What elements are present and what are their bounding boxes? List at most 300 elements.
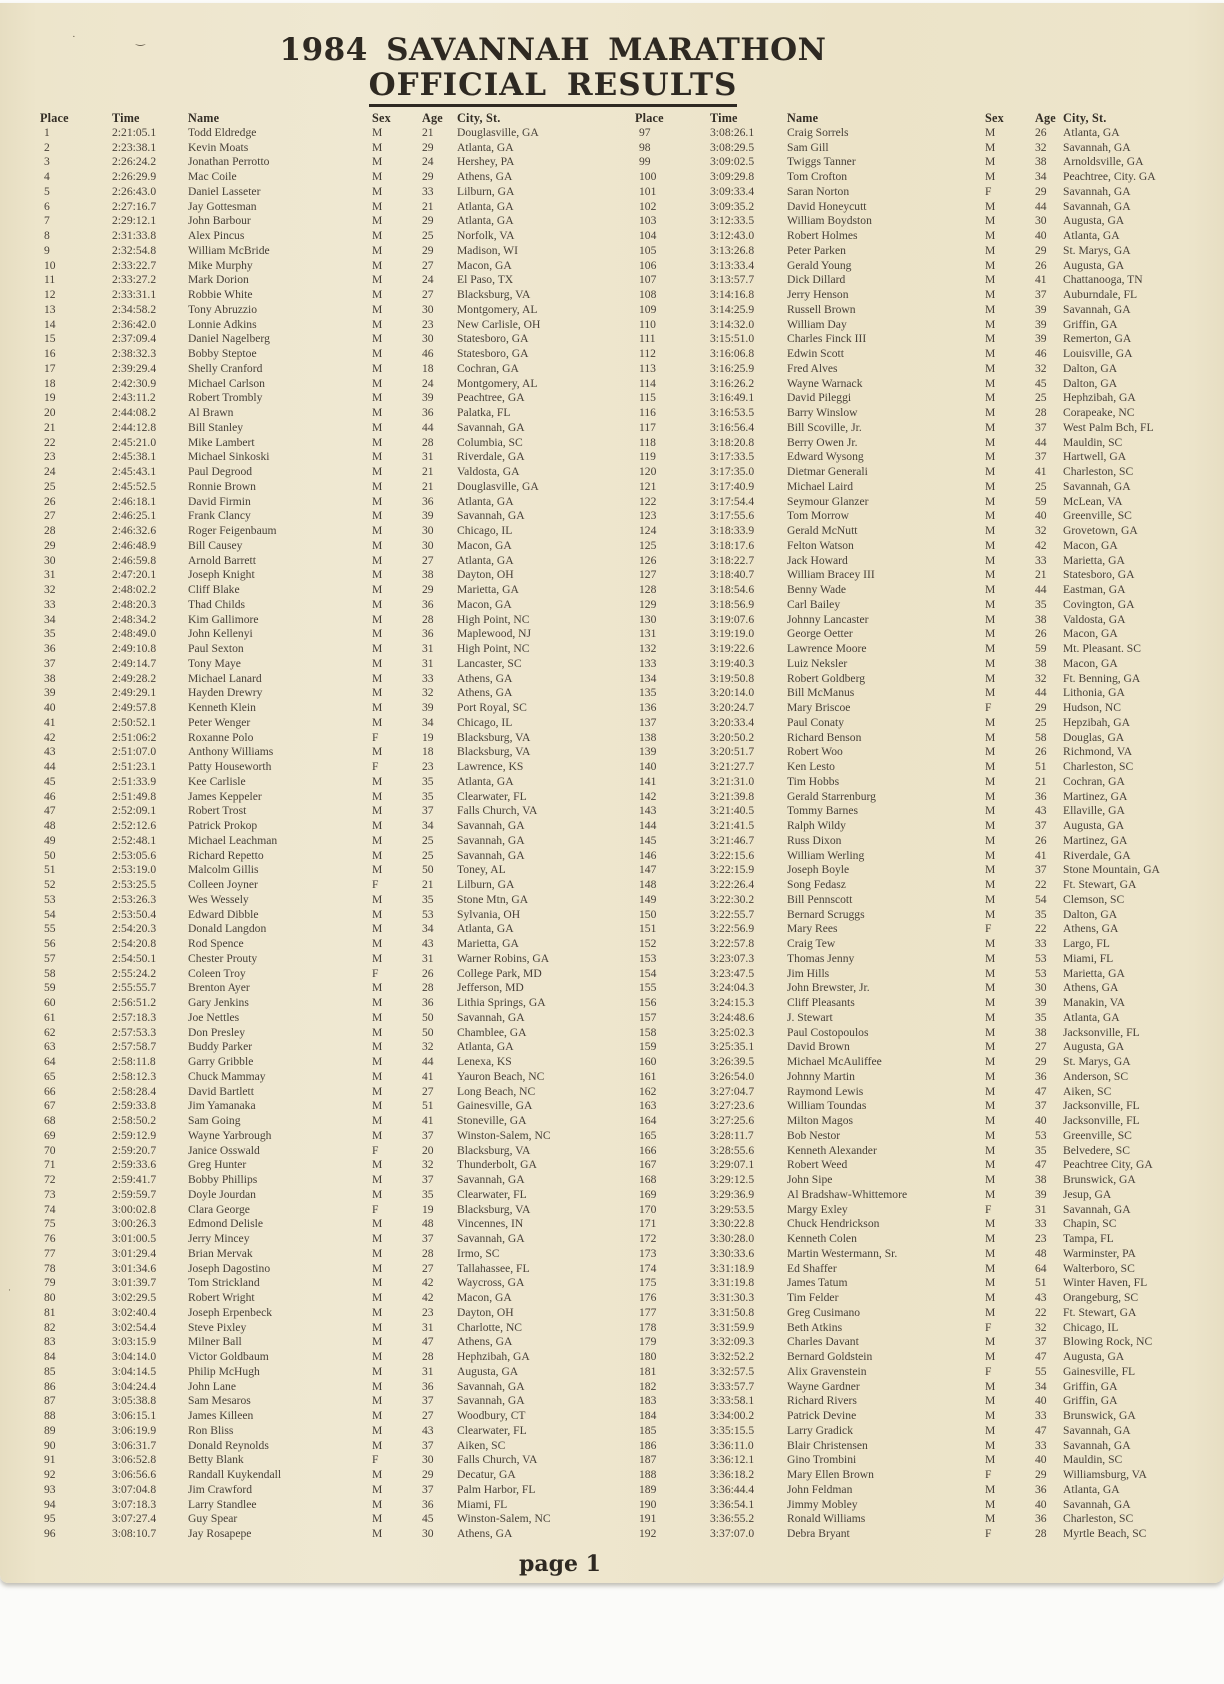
sex-cell: M — [985, 656, 996, 670]
name-cell: Jerry Henson — [787, 288, 849, 301]
time-cell: 2:33:22.7 — [112, 258, 157, 272]
place-cell: 47 — [44, 804, 56, 818]
place-cell: 174 — [639, 1261, 657, 1275]
name-cell: Kevin Moats — [188, 140, 249, 154]
name-cell: Robert Weed — [787, 1158, 848, 1172]
name-cell: Wayne Warnack — [787, 376, 863, 390]
name-cell: Blair Christensen — [787, 1438, 868, 1452]
age-cell: 37 — [1035, 1099, 1047, 1113]
name-cell: Larry Standlee — [188, 1497, 257, 1511]
city-cell: Atlanta, GA — [457, 922, 514, 936]
place-cell: 96 — [44, 1527, 56, 1540]
age-cell: 44 — [422, 420, 434, 434]
place-cell: 179 — [639, 1335, 657, 1349]
place-cell: 190 — [639, 1497, 657, 1511]
age-cell: 59 — [1035, 494, 1047, 508]
time-cell: 3:31:59.9 — [710, 1320, 755, 1334]
name-cell: Cliff Pleasants — [787, 996, 855, 1009]
age-cell: 37 — [1035, 288, 1047, 301]
sex-cell: M — [372, 1512, 383, 1526]
age-cell: 25 — [1035, 479, 1047, 493]
result-row — [40, 1394, 560, 1409]
time-cell: 2:45:21.0 — [112, 435, 157, 449]
sex-cell: M — [372, 863, 383, 877]
time-cell: 3:09:29.8 — [710, 170, 755, 183]
age-cell: 30 — [1035, 214, 1047, 228]
sex-cell: M — [372, 347, 383, 360]
city-cell: Eastman, GA — [1063, 583, 1126, 596]
place-cell: 148 — [639, 878, 657, 891]
sex-cell: M — [372, 1497, 383, 1511]
column-header: Time — [112, 111, 140, 125]
sex-cell: M — [985, 465, 996, 478]
result-row — [40, 1085, 560, 1100]
place-cell: 113 — [639, 361, 656, 375]
place-cell: 20 — [44, 406, 56, 419]
name-cell: William Day — [787, 317, 847, 331]
city-cell: Savannah, GA — [457, 1379, 525, 1393]
time-cell: 2:26:29.9 — [112, 170, 157, 183]
age-cell: 35 — [1035, 1010, 1047, 1024]
result-row — [635, 849, 1191, 864]
sex-cell: M — [985, 1114, 996, 1127]
sex-cell: F — [372, 1453, 379, 1467]
city-cell: Jacksonville, FL — [1063, 1114, 1140, 1127]
place-cell: 127 — [639, 568, 657, 582]
sex-cell: M — [985, 1158, 996, 1172]
result-row — [40, 1158, 560, 1173]
sex-cell: M — [985, 1350, 996, 1363]
time-cell: 3:29:12.5 — [710, 1173, 755, 1186]
place-cell: 18 — [44, 376, 56, 390]
time-cell: 2:44:12.8 — [112, 420, 157, 434]
city-cell: Ellaville, GA — [1063, 804, 1125, 818]
sex-cell: M — [985, 715, 996, 729]
place-cell: 182 — [639, 1379, 657, 1393]
result-row — [635, 155, 1191, 170]
name-cell: Peter Parken — [787, 243, 846, 257]
result-row — [635, 1276, 1191, 1291]
city-cell: El Paso, TX — [457, 273, 514, 287]
city-cell: Falls Church, VA — [457, 804, 538, 818]
name-cell: Joe Nettles — [188, 1010, 240, 1024]
sex-cell: M — [985, 125, 996, 139]
result-row — [40, 760, 560, 775]
age-cell: 38 — [1035, 155, 1047, 169]
results-table-right — [635, 111, 1191, 1542]
result-row — [40, 273, 560, 288]
name-cell: Philip McHugh — [188, 1364, 260, 1378]
sex-cell: M — [985, 273, 996, 287]
place-cell: 42 — [44, 730, 56, 744]
city-cell: Jacksonville, FL — [1063, 1025, 1140, 1039]
result-row — [40, 554, 560, 569]
result-row — [635, 1527, 1191, 1542]
result-row — [635, 731, 1191, 746]
city-cell: Jacksonville, FL — [1063, 1099, 1140, 1113]
city-cell: Blacksburg, VA — [457, 745, 531, 759]
sex-cell: M — [372, 214, 383, 228]
place-cell: 114 — [639, 376, 656, 390]
time-cell: 2:53:50.4 — [112, 907, 157, 921]
result-row — [40, 790, 560, 805]
name-cell: Victor Goldbaum — [188, 1350, 269, 1363]
name-cell: Paul Degrood — [188, 465, 253, 478]
place-cell: 86 — [44, 1379, 56, 1393]
age-cell: 44 — [1035, 583, 1047, 596]
place-cell: 72 — [44, 1173, 56, 1186]
sex-cell: M — [372, 1246, 383, 1260]
result-row — [635, 937, 1191, 952]
time-cell: 2:43:11.2 — [112, 391, 156, 405]
sex-cell: M — [372, 937, 383, 950]
city-cell: Atlanta, GA — [457, 1040, 514, 1054]
place-cell: 49 — [44, 833, 56, 847]
result-row — [635, 273, 1191, 288]
city-cell: Tampa, FL — [1063, 1232, 1114, 1245]
time-cell: 3:19:40.3 — [710, 656, 755, 670]
time-cell: 3:23:07.3 — [710, 951, 755, 965]
sex-cell: M — [985, 1128, 996, 1142]
place-cell: 121 — [639, 479, 657, 493]
sex-cell: M — [985, 730, 996, 744]
sex-cell: M — [372, 125, 383, 139]
sex-cell: M — [372, 170, 383, 183]
place-cell: 73 — [44, 1187, 56, 1201]
time-cell: 2:34:58.2 — [112, 302, 157, 316]
sex-cell: M — [985, 1040, 996, 1054]
age-cell: 32 — [422, 1158, 434, 1172]
age-cell: 29 — [1035, 243, 1047, 257]
city-cell: Irmo, SC — [457, 1246, 500, 1260]
name-cell: Al Brawn — [188, 406, 234, 419]
time-cell: 3:30:28.0 — [710, 1232, 755, 1245]
sex-cell: M — [372, 789, 383, 803]
city-cell: Augusta, GA — [1063, 819, 1125, 832]
name-cell: Michael McAuliffee — [787, 1055, 882, 1068]
time-cell: 3:32:52.2 — [710, 1350, 755, 1363]
name-cell: Gerald Young — [787, 258, 852, 272]
name-cell: Bobby Steptoe — [188, 347, 257, 360]
sex-cell: M — [372, 1025, 383, 1039]
sex-cell: M — [372, 745, 383, 759]
time-cell: 3:30:22.8 — [710, 1217, 755, 1231]
sex-cell: M — [985, 1084, 996, 1098]
city-cell: Ft. Stewart, GA — [1063, 1305, 1137, 1319]
time-cell: 2:45:43.1 — [112, 465, 157, 478]
age-cell: 43 — [1035, 804, 1047, 818]
sex-cell: M — [372, 907, 383, 921]
place-cell: 168 — [639, 1173, 657, 1186]
age-cell: 48 — [1035, 1246, 1047, 1260]
result-row — [635, 760, 1191, 775]
result-row — [635, 377, 1191, 392]
result-row — [40, 952, 560, 967]
title-line-1: 1984 SAVANNAH MARATHON — [279, 32, 827, 68]
city-cell: Macon, GA — [457, 258, 512, 272]
name-cell: William Boydston — [787, 214, 872, 228]
age-cell: 40 — [1035, 1453, 1047, 1467]
city-cell: Clearwater, FL — [457, 1187, 527, 1201]
place-cell: 167 — [639, 1158, 657, 1172]
age-cell: 24 — [422, 155, 434, 169]
city-cell: Miami, FL — [1063, 951, 1114, 965]
sex-cell: F — [985, 1320, 992, 1334]
time-cell: 2:51:33.9 — [112, 774, 157, 788]
sex-cell: M — [372, 848, 383, 862]
time-cell: 2:52:48.1 — [112, 833, 157, 847]
sex-cell: M — [372, 288, 383, 301]
age-cell: 19 — [422, 730, 434, 744]
sex-cell: M — [372, 1232, 383, 1245]
result-row — [635, 1173, 1191, 1188]
time-cell: 3:13:26.8 — [710, 243, 755, 257]
result-row — [40, 819, 560, 834]
name-cell: Milner Ball — [188, 1335, 242, 1349]
result-row — [635, 347, 1191, 362]
time-cell: 2:49:29.1 — [112, 686, 157, 700]
time-cell: 3:01:29.4 — [112, 1246, 157, 1260]
result-row — [635, 539, 1191, 554]
result-row — [635, 686, 1191, 701]
time-cell: 3:25:02.3 — [710, 1025, 755, 1039]
result-row — [40, 598, 560, 613]
place-cell: 149 — [639, 892, 657, 906]
place-cell: 93 — [44, 1482, 56, 1496]
age-cell: 36 — [422, 1379, 434, 1393]
title-line-2: OFFICIAL RESULTS — [369, 67, 738, 107]
name-cell: William Toundas — [787, 1099, 867, 1113]
name-cell: Joseph Boyle — [787, 863, 850, 877]
result-row — [635, 185, 1191, 200]
sex-cell: M — [372, 258, 383, 272]
place-cell: 5 — [44, 184, 50, 198]
sex-cell: M — [985, 627, 996, 641]
place-cell: 87 — [44, 1394, 56, 1408]
place-cell: 169 — [639, 1187, 657, 1201]
place-cell: 163 — [639, 1099, 657, 1113]
time-cell: 3:05:38.8 — [112, 1394, 157, 1408]
time-cell: 3:07:18.3 — [112, 1497, 157, 1511]
name-cell: Saran Norton — [787, 184, 850, 198]
city-cell: Sylvania, OH — [457, 907, 521, 921]
result-row — [635, 1439, 1191, 1454]
result-row — [40, 377, 560, 392]
sex-cell: M — [372, 199, 383, 213]
name-cell: Lonnie Adkins — [188, 317, 257, 331]
time-cell: 2:54:20.3 — [112, 922, 157, 936]
city-cell: Martinez, GA — [1063, 789, 1128, 803]
city-cell: Dalton, GA — [1063, 907, 1118, 921]
name-cell: John Brewster, Jr. — [787, 981, 870, 995]
time-cell: 3:17:55.6 — [710, 509, 755, 523]
name-cell: Charles Davant — [787, 1335, 859, 1349]
city-cell: Athens, GA — [457, 170, 513, 183]
place-cell: 108 — [639, 288, 657, 301]
age-cell: 38 — [1035, 612, 1047, 626]
name-cell: Russell Brown — [787, 302, 856, 316]
name-cell: Richard Repetto — [188, 848, 264, 862]
time-cell: 2:45:38.1 — [112, 450, 157, 464]
name-cell: David Brown — [787, 1040, 850, 1054]
sex-cell: M — [985, 302, 996, 316]
city-cell: Statesboro, GA — [1063, 568, 1135, 582]
header-row — [40, 111, 560, 126]
result-row — [635, 465, 1191, 480]
age-cell: 37 — [1035, 1335, 1047, 1349]
result-row — [635, 170, 1191, 185]
sex-cell: M — [372, 951, 383, 965]
age-cell: 42 — [1035, 538, 1047, 552]
age-cell: 47 — [1035, 1350, 1047, 1363]
time-cell: 3:21:46.7 — [710, 833, 755, 847]
name-cell: Edward Dibble — [188, 907, 259, 921]
name-cell: Margy Exley — [787, 1202, 848, 1216]
sex-cell: M — [372, 1527, 383, 1540]
city-cell: Atlanta, GA — [1063, 1010, 1120, 1024]
result-row — [635, 952, 1191, 967]
result-row — [40, 214, 560, 229]
city-cell: Douglasville, GA — [457, 479, 539, 493]
sex-cell: M — [985, 140, 996, 154]
age-cell: 37 — [422, 804, 434, 818]
time-cell: 3:01:34.6 — [112, 1261, 157, 1275]
result-row — [635, 421, 1191, 436]
name-cell: Tom Strickland — [188, 1276, 260, 1290]
time-cell: 3:18:33.9 — [710, 524, 755, 537]
result-row — [635, 391, 1191, 406]
place-cell: 44 — [44, 760, 56, 773]
age-cell: 35 — [1035, 907, 1047, 921]
city-cell: Vincennes, IN — [457, 1217, 524, 1231]
result-row — [635, 1040, 1191, 1055]
time-cell: 2:53:05.6 — [112, 848, 157, 862]
city-cell: Blacksburg, VA — [457, 730, 531, 744]
place-cell: 17 — [44, 361, 56, 375]
city-cell: Savannah, GA — [457, 1010, 525, 1024]
city-cell: Cochran, GA — [1063, 774, 1125, 788]
sex-cell: M — [985, 1069, 996, 1083]
time-cell: 2:55:55.7 — [112, 981, 157, 995]
sex-cell: M — [372, 1173, 383, 1186]
result-row — [635, 1232, 1191, 1247]
time-cell: 2:52:12.6 — [112, 819, 157, 832]
name-cell: Joseph Knight — [188, 568, 255, 582]
age-cell: 43 — [422, 1423, 434, 1437]
name-cell: James Keppeler — [188, 789, 262, 803]
city-cell: Peachtree, GA — [457, 391, 525, 405]
time-cell: 3:07:27.4 — [112, 1512, 157, 1526]
city-cell: Anderson, SC — [1063, 1069, 1129, 1083]
time-cell: 3:28:11.7 — [710, 1128, 754, 1142]
time-cell: 2:55:24.2 — [112, 966, 157, 980]
place-cell: 130 — [639, 612, 657, 626]
city-cell: Gainesville, GA — [457, 1099, 533, 1113]
sex-cell: M — [985, 1246, 996, 1260]
age-cell: 39 — [1035, 302, 1047, 316]
sex-cell: M — [372, 774, 383, 788]
time-cell: 2:26:43.0 — [112, 184, 157, 198]
age-cell: 54 — [1035, 892, 1047, 906]
time-cell: 3:27:25.6 — [710, 1114, 755, 1127]
result-row — [40, 1262, 560, 1277]
name-cell: Joseph Erpenbeck — [188, 1305, 273, 1319]
column-header: Age — [1035, 111, 1056, 125]
result-row — [40, 141, 560, 156]
time-cell: 3:22:15.6 — [710, 848, 755, 862]
city-cell: St. Marys, GA — [1063, 1055, 1131, 1068]
sex-cell: M — [985, 479, 996, 493]
age-cell: 53 — [422, 907, 434, 921]
age-cell: 38 — [1035, 1173, 1047, 1186]
time-cell: 2:54:50.1 — [112, 951, 157, 965]
result-row — [40, 1026, 560, 1041]
name-cell: John Lane — [188, 1379, 236, 1393]
age-cell: 32 — [1035, 671, 1047, 685]
place-cell: 154 — [639, 966, 657, 980]
city-cell: Lenexa, KS — [457, 1055, 512, 1068]
time-cell: 2:29:12.1 — [112, 214, 157, 228]
name-cell: Bill Stanley — [188, 420, 244, 434]
age-cell: 22 — [1035, 878, 1047, 891]
result-row — [40, 775, 560, 790]
age-cell: 35 — [422, 1187, 434, 1201]
age-cell: 36 — [1035, 1069, 1047, 1083]
place-cell: 26 — [44, 494, 56, 508]
place-cell: 68 — [44, 1114, 56, 1127]
time-cell: 3:14:25.9 — [710, 302, 755, 316]
city-cell: Ft. Benning, GA — [1063, 671, 1141, 685]
city-cell: Macon, GA — [1063, 538, 1118, 552]
place-cell: 122 — [639, 494, 657, 508]
age-cell: 34 — [422, 922, 434, 936]
place-cell: 146 — [639, 848, 657, 862]
place-cell: 120 — [639, 465, 657, 478]
time-cell: 3:18:20.8 — [710, 435, 755, 449]
name-cell: Kenneth Klein — [188, 701, 256, 714]
sex-cell: M — [372, 1084, 383, 1098]
city-cell: Statesboro, GA — [457, 347, 529, 360]
time-cell: 2:49:57.8 — [112, 701, 157, 714]
city-cell: Mauldin, SC — [1063, 435, 1123, 449]
city-cell: Atlanta, GA — [1063, 125, 1120, 139]
result-row — [635, 1394, 1191, 1409]
age-cell: 30 — [422, 332, 434, 346]
place-cell: 62 — [44, 1025, 56, 1039]
age-cell: 23 — [422, 1305, 434, 1319]
time-cell: 3:20:24.7 — [710, 701, 755, 714]
sex-cell: F — [985, 922, 992, 936]
result-row — [635, 672, 1191, 687]
result-row — [635, 450, 1191, 465]
time-cell: 3:19:19.0 — [710, 627, 755, 641]
city-cell: Maplewood, NJ — [457, 627, 532, 641]
age-cell: 47 — [1035, 1423, 1047, 1437]
sex-cell: M — [985, 1099, 996, 1113]
place-cell: 94 — [44, 1497, 56, 1511]
time-cell: 2:45:52.5 — [112, 479, 157, 493]
name-cell: Jonathan Perrotto — [188, 155, 270, 169]
result-row — [40, 347, 560, 362]
place-cell: 88 — [44, 1409, 56, 1422]
name-cell: Donald Reynolds — [188, 1438, 269, 1452]
city-cell: Athens, GA — [457, 671, 513, 685]
place-cell: 123 — [639, 509, 657, 523]
place-cell: 136 — [639, 701, 657, 714]
name-cell: Berry Owen Jr. — [787, 435, 858, 449]
age-cell: 29 — [422, 214, 434, 228]
result-row — [635, 1085, 1191, 1100]
